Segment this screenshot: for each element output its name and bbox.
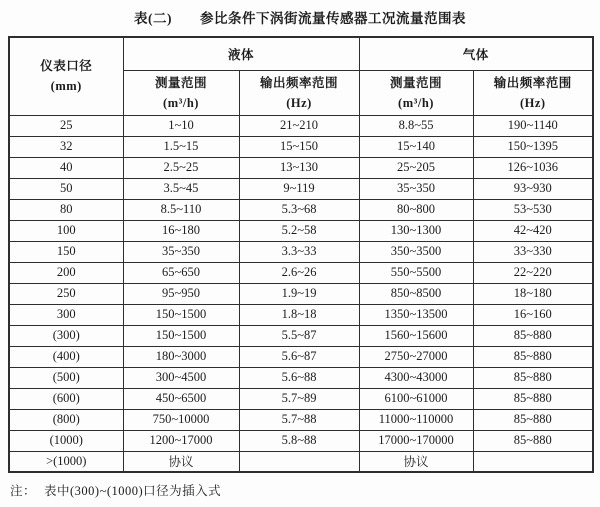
gas-freq-header-unit: (Hz) — [519, 95, 546, 110]
liquid-range-header — [123, 70, 239, 115]
cell-liquid-freq — [239, 451, 359, 472]
liquid-group-header: 液体 — [123, 37, 359, 70]
cell-liquid-freq: 13~130 — [239, 157, 359, 178]
gas-group-header: 气体 — [359, 37, 593, 70]
table-row — [9, 409, 593, 430]
cell-liquid-range: 1.5~15 — [123, 136, 239, 157]
diameter-column-header — [9, 37, 123, 115]
cell-liquid-range: 3.5~45 — [123, 178, 239, 199]
cell-gas-range: 850~8500 — [359, 283, 473, 304]
cell-gas-freq: 150~1395 — [473, 136, 593, 157]
cell-gas-freq: 190~1140 — [473, 115, 593, 136]
cell-liquid-freq: 21~210 — [239, 115, 359, 136]
table-title — [0, 0, 600, 27]
cell-liquid-freq: 5.7~89 — [239, 388, 359, 409]
cell-diameter: (1000) — [9, 430, 123, 451]
cell-liquid-freq: 5.6~88 — [239, 367, 359, 388]
cell-liquid-freq: 5.3~68 — [239, 199, 359, 220]
table-row — [9, 241, 593, 262]
cell-diameter: 100 — [9, 220, 123, 241]
cell-diameter: 32 — [9, 136, 123, 157]
cell-gas-freq: 126~1036 — [473, 157, 593, 178]
table-row — [9, 388, 593, 409]
table-row — [9, 157, 593, 178]
liquid-freq-header-unit: (Hz) — [286, 95, 312, 110]
table-row — [9, 304, 593, 325]
cell-liquid-freq: 5.6~87 — [239, 346, 359, 367]
cell-gas-freq: 53~530 — [473, 199, 593, 220]
cell-gas-freq: 16~160 — [473, 304, 593, 325]
cell-liquid-range: 750~10000 — [123, 409, 239, 430]
cell-liquid-range: 1~10 — [123, 115, 239, 136]
cell-gas-freq: 85~880 — [473, 388, 593, 409]
cell-gas-range: 协议 — [359, 451, 473, 472]
cell-diameter: 40 — [9, 157, 123, 178]
cell-diameter: 50 — [9, 178, 123, 199]
table-row — [9, 199, 593, 220]
cell-gas-freq: 93~930 — [473, 178, 593, 199]
cell-gas-range: 35~350 — [359, 178, 473, 199]
liquid-range-header-unit: (m³/h) — [163, 95, 199, 110]
cell-gas-range: 11000~110000 — [359, 409, 473, 430]
cell-liquid-freq: 5.8~88 — [239, 430, 359, 451]
footnote-label: 注： — [10, 484, 37, 498]
table-row — [9, 115, 593, 136]
cell-liquid-freq: 1.9~19 — [239, 283, 359, 304]
table-row — [9, 325, 593, 346]
gas-range-header-unit: (m³/h) — [398, 95, 434, 110]
diameter-header-label: 仪表口径 — [40, 59, 93, 74]
table-row — [9, 178, 593, 199]
cell-gas-range: 17000~170000 — [359, 430, 473, 451]
cell-gas-freq: 85~880 — [473, 430, 593, 451]
cell-diameter: 300 — [9, 304, 123, 325]
diameter-header-unit: (mm) — [50, 79, 82, 94]
cell-liquid-range: 8.5~110 — [123, 199, 239, 220]
gas-freq-header — [473, 70, 593, 115]
footnote-text: 表中(300)~(1000)口径为插入式 — [44, 484, 222, 498]
cell-diameter: 250 — [9, 283, 123, 304]
cell-gas-freq: 85~880 — [473, 346, 593, 367]
cell-liquid-freq: 5.2~58 — [239, 220, 359, 241]
liquid-freq-header-label: 输出频率范围 — [260, 75, 339, 90]
table-row — [9, 430, 593, 451]
liquid-freq-header — [239, 70, 359, 115]
gas-range-header-label: 测量范围 — [390, 75, 443, 90]
table-header — [9, 37, 593, 115]
cell-gas-freq — [473, 451, 593, 472]
gas-freq-header-label: 输出频率范围 — [493, 75, 572, 90]
cell-diameter: (400) — [9, 346, 123, 367]
liquid-range-header-label: 测量范围 — [154, 75, 207, 90]
cell-liquid-freq: 1.8~18 — [239, 304, 359, 325]
cell-diameter: (800) — [9, 409, 123, 430]
cell-gas-range: 25~205 — [359, 157, 473, 178]
cell-diameter: 80 — [9, 199, 123, 220]
cell-gas-range: 1350~13500 — [359, 304, 473, 325]
cell-diameter: 25 — [9, 115, 123, 136]
cell-liquid-range: 180~3000 — [123, 346, 239, 367]
table-row — [9, 262, 593, 283]
cell-gas-range: 1560~15600 — [359, 325, 473, 346]
cell-gas-range: 6100~61000 — [359, 388, 473, 409]
cell-gas-range: 4300~43000 — [359, 367, 473, 388]
cell-liquid-range: 95~950 — [123, 283, 239, 304]
cell-liquid-range: 35~350 — [123, 241, 239, 262]
cell-liquid-range: 16~180 — [123, 220, 239, 241]
cell-gas-range: 80~800 — [359, 199, 473, 220]
cell-liquid-range: 65~650 — [123, 262, 239, 283]
cell-liquid-freq: 9~119 — [239, 178, 359, 199]
cell-diameter: 200 — [9, 262, 123, 283]
cell-gas-freq: 33~330 — [473, 241, 593, 262]
cell-gas-range: 15~140 — [359, 136, 473, 157]
cell-gas-freq: 22~220 — [473, 262, 593, 283]
cell-gas-range: 2750~27000 — [359, 346, 473, 367]
cell-liquid-freq: 15~150 — [239, 136, 359, 157]
cell-liquid-range: 450~6500 — [123, 388, 239, 409]
cell-liquid-range: 2.5~25 — [123, 157, 239, 178]
header-group-row — [9, 37, 593, 70]
cell-gas-freq: 18~180 — [473, 283, 593, 304]
cell-liquid-range: 1200~17000 — [123, 430, 239, 451]
cell-liquid-freq: 5.7~88 — [239, 409, 359, 430]
cell-liquid-range: 300~4500 — [123, 367, 239, 388]
table-row — [9, 283, 593, 304]
cell-gas-range: 8.8~55 — [359, 115, 473, 136]
footnote — [10, 481, 600, 499]
table-row — [9, 346, 593, 367]
cell-diameter: (500) — [9, 367, 123, 388]
table-body — [9, 115, 593, 472]
cell-gas-range: 550~5500 — [359, 262, 473, 283]
table-row — [9, 136, 593, 157]
cell-gas-freq: 42~420 — [473, 220, 593, 241]
cell-liquid-range: 150~1500 — [123, 304, 239, 325]
cell-liquid-range: 150~1500 — [123, 325, 239, 346]
cell-gas-range: 130~1300 — [359, 220, 473, 241]
cell-gas-freq: 85~880 — [473, 367, 593, 388]
cell-diameter: (600) — [9, 388, 123, 409]
cell-liquid-freq: 3.3~33 — [239, 241, 359, 262]
cell-diameter: (300) — [9, 325, 123, 346]
cell-liquid-freq: 2.6~26 — [239, 262, 359, 283]
cell-liquid-freq: 5.5~87 — [239, 325, 359, 346]
cell-gas-freq: 85~880 — [473, 409, 593, 430]
gas-range-header — [359, 70, 473, 115]
cell-gas-freq: 85~880 — [473, 325, 593, 346]
cell-diameter: >(1000) — [9, 451, 123, 472]
table-row — [9, 367, 593, 388]
table-title-prefix: 表(二) — [134, 11, 172, 26]
table-title-text: 参比条件下涡街流量传感器工况流量范围表 — [200, 11, 466, 26]
table-row — [9, 451, 593, 472]
table-row — [9, 220, 593, 241]
flow-range-table — [8, 36, 594, 473]
cell-liquid-range: 协议 — [123, 451, 239, 472]
cell-diameter: 150 — [9, 241, 123, 262]
cell-gas-range: 350~3500 — [359, 241, 473, 262]
